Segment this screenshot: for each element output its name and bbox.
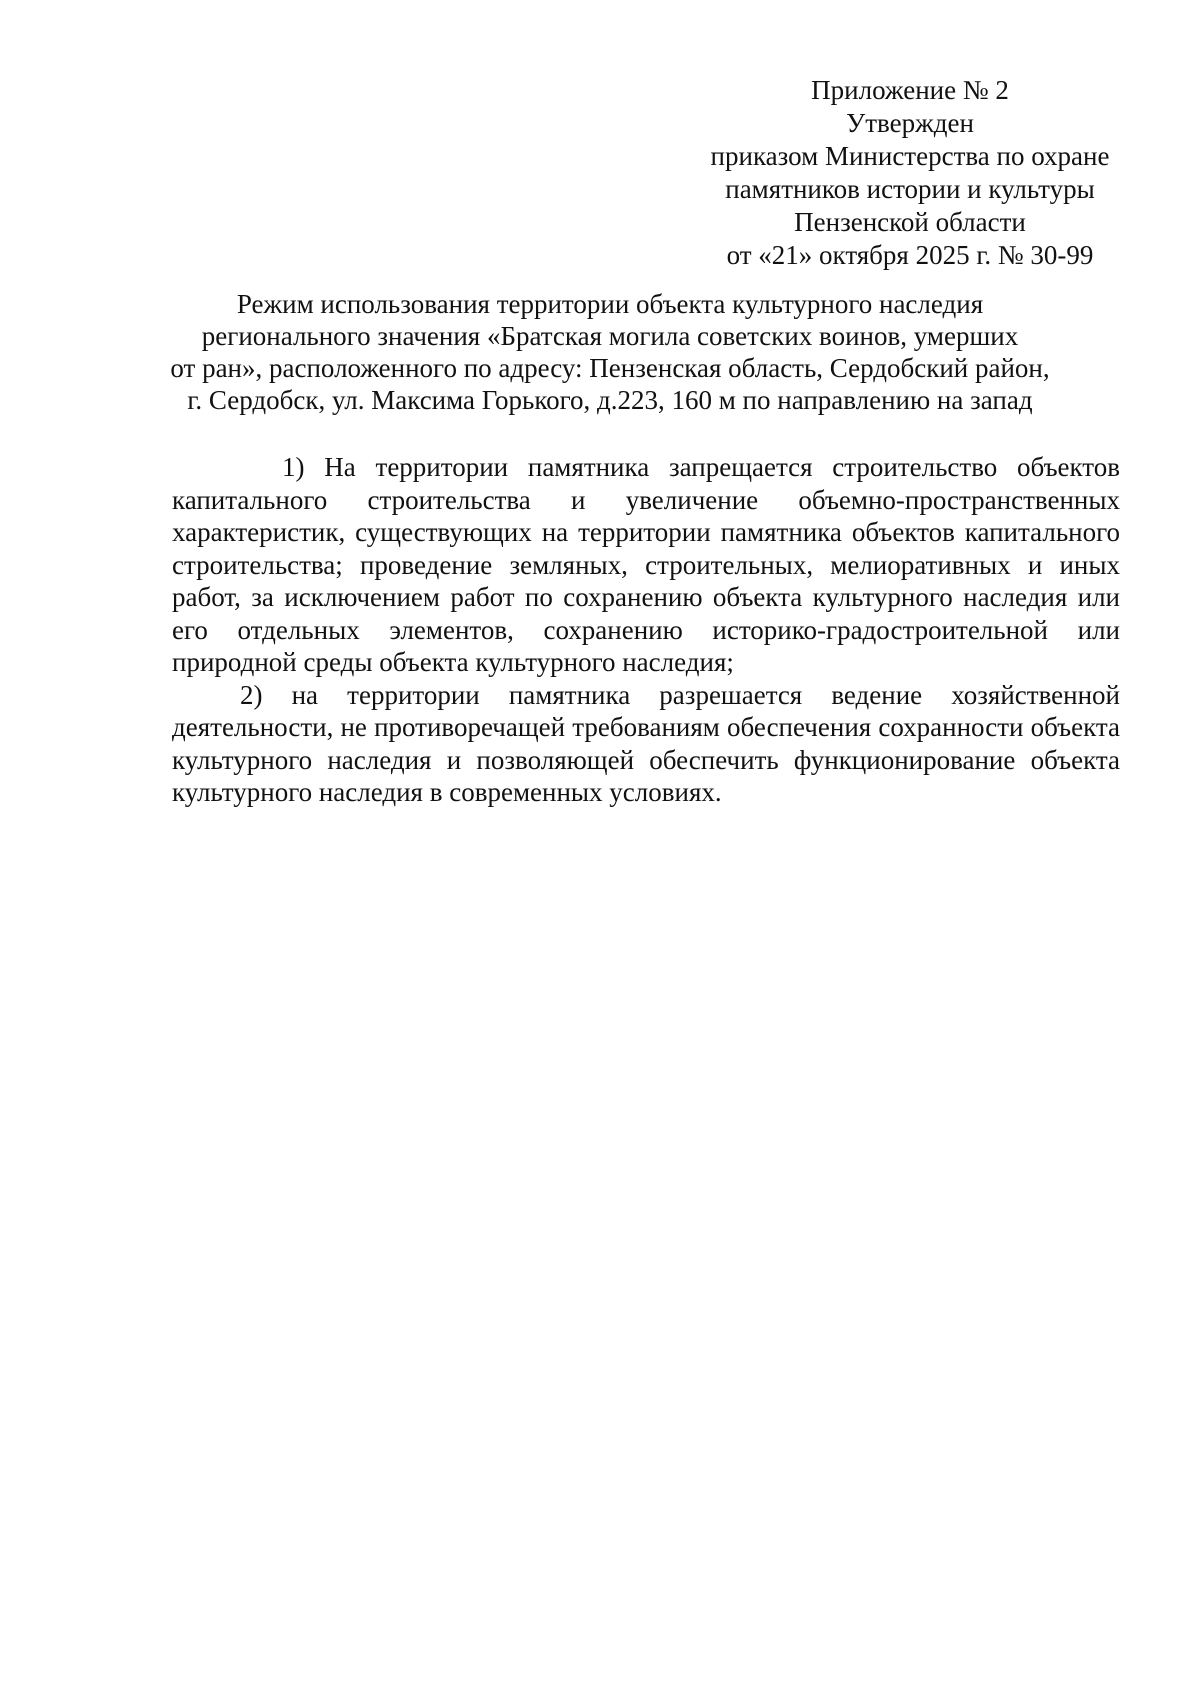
- approval-line-approved: Утвержден: [846, 108, 974, 138]
- title-line-2: регионального значения «Братская могила советских воинов, умерших: [201, 321, 1019, 351]
- title-line-3: от ран», расположенного по адресу: Пензенская область, Сердобский район,: [170, 353, 1050, 383]
- title-line-4: г. Сердобск, ул. Максима Горького, д.223, 160 м по направлению на запад: [187, 385, 1033, 415]
- body-paragraph-2: 2) на территории памятника разрешается ведение хозяйственной деятельности, не противоречащей требованиям обеспечения сохранности объекта культурного наследия и позволяющей обеспечить функционирование объекта культурного наследия в современных условиях.: [172, 679, 1120, 807]
- document-body: [172, 451, 1120, 809]
- approval-line-region: Пензенской области: [794, 207, 1026, 237]
- body-paragraph-1: 1) На территории памятника запрещается строительство объектов капитального строительства и увеличение объемно-пространственных характеристик, существующих на территории памятника объектов капитального строительства; проведение земляных, строительных, мелиоративных и иных работ, за исключением работ по сохранению объекта культурного наследия или его отдельных элементов, сохранению историко-градостроительной или природной среды объекта культурного наследия;: [172, 452, 1120, 677]
- document-title: [150, 288, 1070, 416]
- title-line-1: Режим использования территории объекта культурного наследия: [236, 289, 984, 319]
- approval-line-appendix: Приложение № 2: [811, 75, 1009, 105]
- approval-line-date: от «21» октября 2025 г. № 30-99: [726, 240, 1094, 270]
- approval-line-order: приказом Министерства по охране: [710, 141, 1110, 171]
- approval-line-monuments: памятников истории и культуры: [725, 174, 1095, 204]
- approval-block: [680, 74, 1140, 272]
